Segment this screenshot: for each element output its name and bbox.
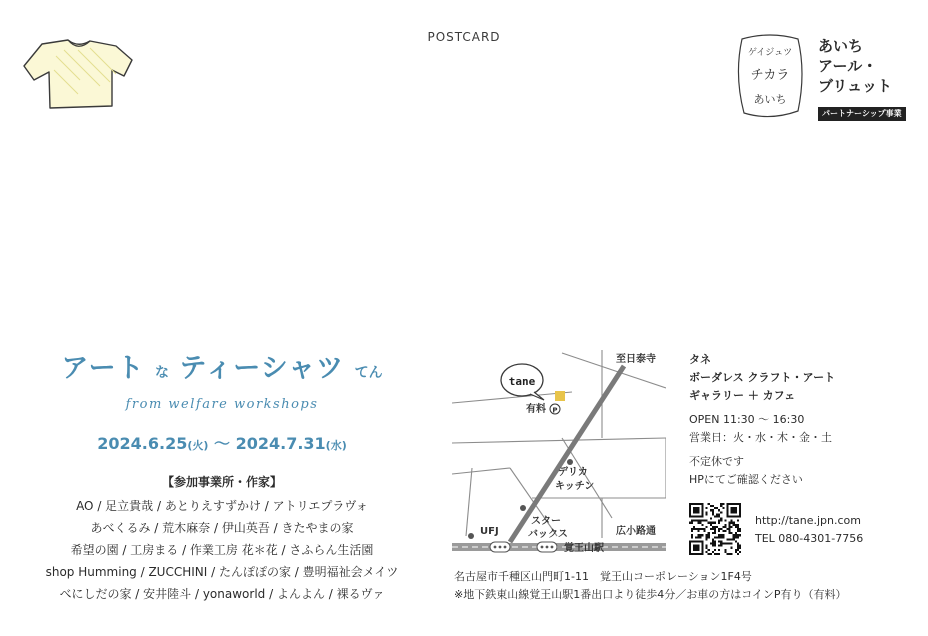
logo-subtitle: パートナーシップ事業 [818, 107, 906, 121]
map-label-ufj: UFJ [480, 526, 499, 537]
venue-open-hours: OPEN 11:30 〜 16:30 [689, 413, 805, 426]
logo-mark-line-2: チカラ [750, 68, 790, 83]
event-title-art: アート [61, 353, 145, 384]
qr-code-icon[interactable] [689, 503, 741, 555]
participants-line: 希望の園 / 工房まる / 作業工房 花＊花 / さふらん生活園 [70, 543, 374, 557]
map-label-tane: tane [508, 375, 536, 388]
logo-title-line-1: あいち [818, 37, 864, 55]
venue-days: 営業日：火・水・木・金・土 [689, 431, 832, 444]
map-label-starbucks-1: スター [531, 516, 561, 527]
venue-line-2: ボーダレス クラフト・アート [689, 371, 836, 384]
participants-line: AO / 足立貴哉 / あとりえすずかけ / アトリエプラヴォ [76, 499, 368, 513]
participants-line: べにしだの家 / 安井陸斗 / yonaworld / よんよん / 裸るヴァ [59, 587, 385, 601]
venue-line-3: ギャラリー ＋ カフェ [689, 389, 796, 402]
address-line-1: 名古屋市千種区山門町1-11 覚王山コーポレーション1F4号 [454, 570, 752, 583]
contact-info [755, 512, 863, 548]
address-line-2: ※地下鉄東山線覚王山駅1番出口より徒歩4分／お車の方はコインP有り（有料） [454, 588, 847, 601]
postcard-label: POSTCARD [427, 30, 501, 44]
logo-mark-icon [734, 33, 806, 125]
logo-title-line-3: ブリュット [818, 77, 892, 95]
map-label-starbucks-2: バックス [528, 529, 568, 540]
map-label-delica-2: キッチン [555, 481, 595, 492]
venue-url[interactable]: http://tane.jpn.com [755, 514, 861, 527]
date-end: 2024.7.31 [235, 434, 326, 453]
venue-name: タネ [689, 353, 711, 366]
participants-line: あべくるみ / 荒木麻奈 / 伊山英吾 / きたやまの家 [90, 521, 354, 535]
date-start: 2024.6.25 [97, 434, 188, 453]
map-label-shigaraki: 至日泰寺 [616, 354, 656, 365]
date-start-weekday: (火) [187, 439, 209, 452]
map-label-parking: 有料 [526, 404, 546, 415]
tane-marker [555, 391, 565, 401]
logo-title-line-2: アール・ [818, 57, 878, 75]
event-title-tshirt: ティーシャツ [179, 353, 345, 384]
participants-heading: 【参加事業所・作家】 [161, 475, 282, 489]
logo-mark-line-3: あいち [753, 93, 787, 106]
participants-line: shop Humming / ZUCCHINI / たんぽぽの家 / 豊明福祉会メイツ [45, 565, 399, 579]
venue-closed: 不定休です [689, 455, 744, 468]
event-dates [0, 431, 444, 454]
map-label-delica-1: デリカ [558, 467, 588, 478]
event-title-na: な [155, 365, 170, 381]
tshirt-illustration-icon [20, 36, 138, 110]
venue-tel: TEL 080-4301-7756 [755, 532, 864, 545]
venue-hp-note: HPにてご確認ください [689, 473, 803, 486]
access-map [452, 348, 666, 560]
map-label-station: 覚王山駅 [564, 543, 604, 554]
event-title [0, 346, 444, 385]
venue-info [689, 351, 835, 489]
logo-mark-line-1: ゲイジュツ [747, 48, 793, 58]
parking-icon: P [552, 406, 558, 415]
map-label-hirokoji: 広小路通 [616, 526, 656, 537]
logo-title [818, 36, 892, 96]
event-subtitle: from welfare workshops [125, 397, 319, 412]
event-title-ten: てん [354, 365, 383, 381]
participants-list [0, 495, 444, 605]
address-block [454, 568, 847, 604]
date-end-weekday: (水) [325, 439, 347, 452]
date-separator: 〜 [213, 434, 230, 453]
